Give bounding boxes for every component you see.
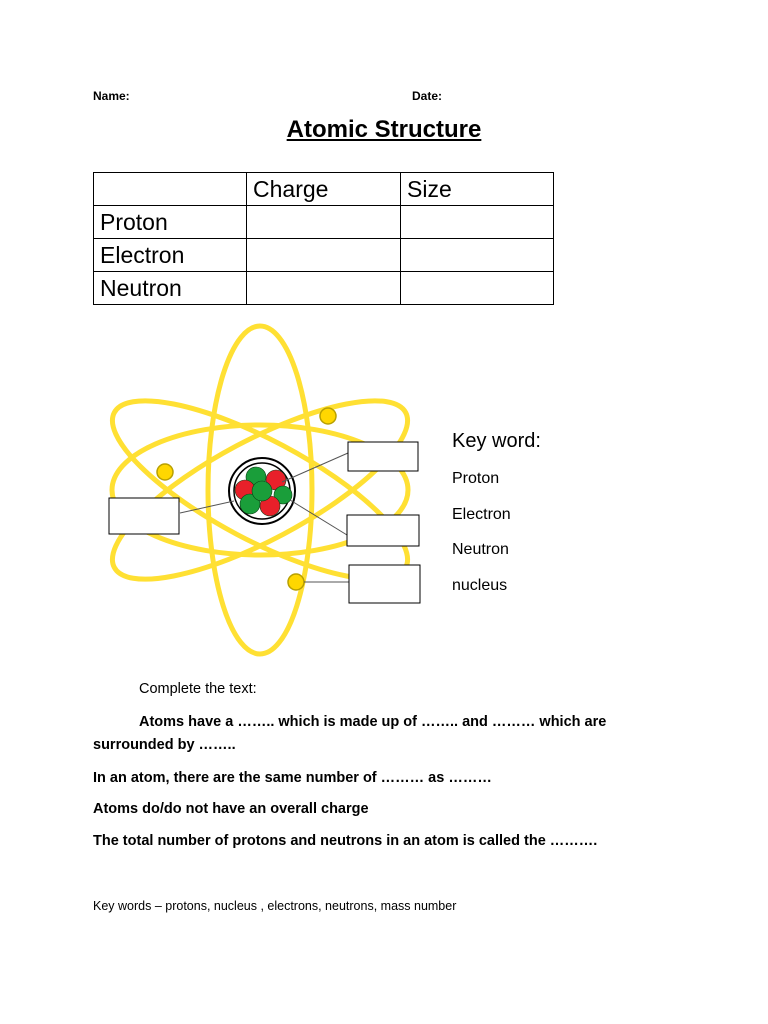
complete-line-1b: surrounded by …….. (93, 737, 236, 753)
row-label-neutron: Neutron (94, 272, 247, 305)
table-row (94, 272, 554, 305)
complete-line-2: In an atom, there are the same number of ……… as ……… (93, 770, 492, 786)
key-word-proton: Proton (452, 470, 500, 487)
complete-line-1a: Atoms have a …….. which is made up of …….. and ……… which are (139, 714, 607, 730)
key-word-title: Key word: (452, 430, 541, 452)
neutron-icon (252, 481, 272, 501)
row-label-proton: Proton (94, 206, 247, 239)
complete-line-3: Atoms do/do not have an overall charge (93, 801, 369, 817)
neutron-size-cell[interactable] (401, 272, 554, 305)
label-box-top[interactable] (348, 442, 418, 471)
complete-line-4: The total number of protons and neutrons in an atom is called the ………. (93, 833, 598, 849)
electron-icon (288, 574, 304, 590)
table-row (94, 239, 554, 272)
key-word-nucleus: nucleus (452, 577, 508, 594)
proton-size-cell[interactable] (401, 206, 554, 239)
electron-size-cell[interactable] (401, 239, 554, 272)
table-header-row (94, 173, 554, 206)
particle-table (93, 172, 554, 305)
atom-diagram (100, 320, 440, 660)
electron-charge-cell[interactable] (247, 239, 401, 272)
page-title: Atomic Structure (286, 116, 482, 143)
label-box-bottom[interactable] (349, 565, 420, 603)
table-row (94, 206, 554, 239)
label-box-left[interactable] (109, 498, 179, 534)
footer-key-words: Key words – protons, nucleus , electrons, neutrons, mass number (93, 899, 457, 913)
name-label: Name: (93, 89, 130, 103)
date-label: Date: (412, 89, 443, 103)
proton-charge-cell[interactable] (247, 206, 401, 239)
label-box-middle[interactable] (347, 515, 419, 546)
neutron-charge-cell[interactable] (247, 272, 401, 305)
label-line (290, 500, 347, 535)
table-header-size: Size (401, 173, 554, 206)
complete-heading: Complete the text: (139, 681, 257, 697)
table-header-cell (94, 173, 247, 206)
electron-icon (320, 408, 336, 424)
key-word-electron: Electron (452, 506, 511, 523)
electron-icon (157, 464, 173, 480)
row-label-electron: Electron (94, 239, 247, 272)
table-header-charge: Charge (247, 173, 401, 206)
key-word-neutron: Neutron (452, 541, 509, 558)
